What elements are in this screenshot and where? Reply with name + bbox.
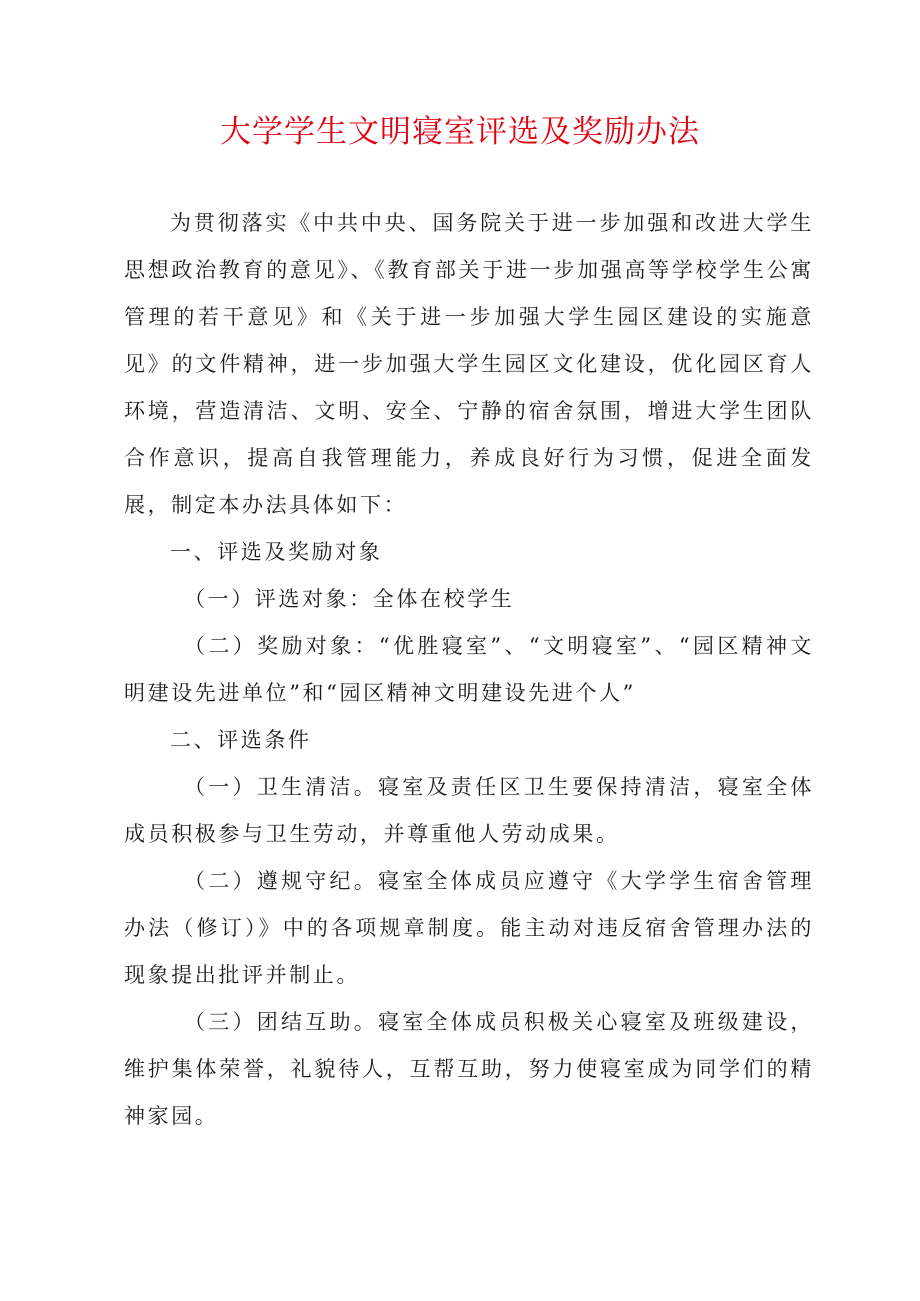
section-1-item-2: （二）奖励对象：“优胜寝室”、“文明寝室”、“园区精神文明建设先进单位”和“园区精神文明建设先进个人”	[124, 634, 814, 705]
intro-paragraph: 为贯彻落实《中共中央、国务院关于进一步加强和改进大学生思想政治教育的意见》、《教育部关于进一步加强高等学校学生公寓管理的若干意见》和《关于进一步加强大学生园区建设的实施意见》的文件精神，进一步加强大学生园区文化建设，优化园区育人环境，营造清洁、文明、安全、宁静的宿舍氛围，增进大学生团队合作意识，提高自我管理能力，养成良好行为习惯，促进全面发展，制定本办法具体如下：	[124, 211, 814, 517]
document-body	[124, 200, 814, 1140]
section-2-item-1: （一）卫生清洁。寝室及责任区卫生要保持清洁，寝室全体成员积极参与卫生劳动，并尊重他人劳动成果。	[124, 775, 814, 846]
section-2-item-3: （三）团结互助。寝室全体成员积极关心寝室及班级建设，维护集体荣誉，礼貌待人，互帮互助，努力使寝室成为同学们的精神家园。	[124, 1010, 814, 1128]
document-title: 大学学生文明寝室评选及奖励办法	[220, 114, 700, 150]
section-2-item-2: （二）遵规守纪。寝室全体成员应遵守《大学学生宿舍管理办法（修订）》中的各项规章制度。能主动对违反宿舍管理办法的现象提出批评并制止。	[124, 869, 814, 987]
section-1-heading: 一、评选及奖励对象	[170, 540, 383, 564]
section-2-heading: 二、评选条件	[170, 728, 312, 752]
section-1-item-1: （一）评选对象：全体在校学生	[184, 587, 515, 611]
